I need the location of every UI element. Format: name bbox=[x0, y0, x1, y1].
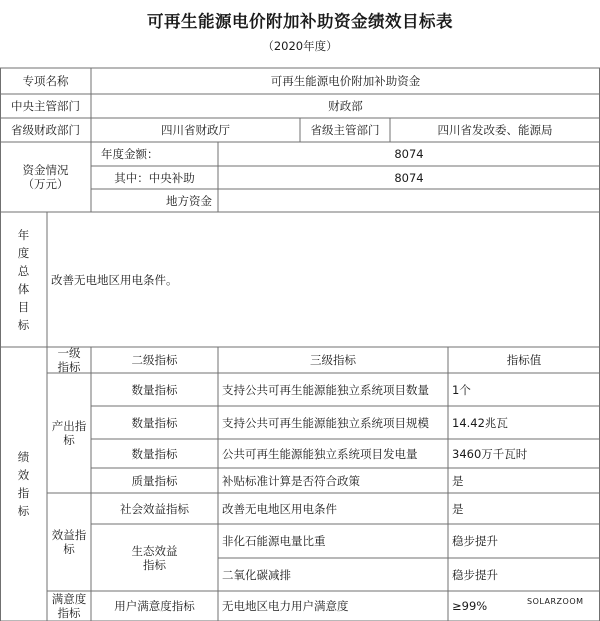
row-value: 14.42兆瓦 bbox=[452, 415, 508, 430]
annual-goal-label-char: 度 bbox=[17, 245, 30, 260]
row-level3: 公共可再生能源能独立系统项目发电量 bbox=[222, 446, 418, 461]
prov-finance-value: 四川省财政厅 bbox=[161, 123, 230, 137]
output-group-line1: 产出指 bbox=[51, 419, 87, 433]
row-value: 1个 bbox=[452, 382, 471, 397]
row-level3: 改善无电地区用电条件 bbox=[222, 501, 337, 516]
annual-goal-label-char: 标 bbox=[17, 317, 30, 332]
central-dept-value: 财政部 bbox=[328, 99, 363, 113]
prov-dept-label: 省级主管部门 bbox=[310, 123, 380, 137]
annual-goal-label bbox=[0, 212, 47, 347]
watermark: SOLARZOOM bbox=[527, 597, 584, 606]
row-level2: 社会效益指标 bbox=[120, 501, 189, 516]
central-dept-label: 中央主管部门 bbox=[11, 99, 80, 113]
annual-goal-label-char: 总 bbox=[17, 263, 30, 278]
row-level3: 支持公共可再生能源能独立系统项目数量 bbox=[222, 382, 429, 397]
annual-goal-label-char: 体 bbox=[17, 281, 30, 296]
value-header: 指标值 bbox=[506, 353, 542, 367]
perf-label-char: 指 bbox=[17, 486, 30, 500]
eco-label-line2: 指标 bbox=[143, 557, 166, 572]
project-name-label: 专项名称 bbox=[22, 74, 69, 88]
level3-header: 三级指标 bbox=[310, 353, 356, 367]
level1-header bbox=[47, 347, 91, 373]
row-level2: 数量指标 bbox=[131, 446, 178, 461]
row-value: 是 bbox=[452, 501, 464, 516]
row-level3: 补贴标准计算是否符合政策 bbox=[222, 473, 360, 488]
satisfaction-group-line1: 满意度 bbox=[51, 592, 87, 606]
perf-label bbox=[0, 347, 47, 621]
year-subtitle: （2020年度） bbox=[262, 39, 338, 53]
eco-label-line1: 生态效益 bbox=[131, 543, 178, 558]
benefit-group-line1: 效益指 bbox=[51, 528, 87, 542]
level1-header-line1: 一级 bbox=[57, 346, 81, 360]
perf-label-char: 效 bbox=[17, 468, 30, 482]
row-value: 是 bbox=[452, 473, 464, 488]
row-value: 3460万千瓦时 bbox=[452, 446, 528, 461]
prov-finance-label: 省级财政部门 bbox=[11, 123, 80, 137]
funds-label bbox=[0, 142, 91, 212]
annual-goal-text: 改善无电地区用电条件。 bbox=[51, 272, 178, 287]
central-subsidy-value: 8074 bbox=[394, 170, 424, 185]
benefit-group-line2: 标 bbox=[63, 542, 75, 556]
local-funds-label: 地方资金 bbox=[166, 193, 212, 208]
annual-amount-value: 8074 bbox=[394, 147, 424, 161]
row-value: 稳步提升 bbox=[452, 534, 498, 548]
row-level3: 支持公共可再生能源能独立系统项目规模 bbox=[222, 415, 429, 430]
central-subsidy-label: 其中：中央补助 bbox=[114, 170, 195, 185]
perf-label-char: 绩 bbox=[17, 450, 30, 464]
row-level3: 二氧化碳减排 bbox=[222, 567, 291, 582]
funds-label-line1: 资金情况 bbox=[22, 163, 69, 177]
output-group-line2: 标 bbox=[63, 433, 75, 447]
row-value: ≥99% bbox=[452, 599, 488, 613]
benefit-indicator-group bbox=[47, 493, 91, 591]
row-level2: 用户满意度指标 bbox=[114, 599, 195, 613]
row-level2: 质量指标 bbox=[131, 473, 178, 488]
eco-benefit-label bbox=[91, 524, 218, 591]
annual-goal-label-char: 目 bbox=[17, 299, 30, 314]
row-level3: 非化石能源电量比重 bbox=[222, 534, 326, 548]
satisfaction-indicator-group bbox=[47, 591, 91, 621]
level2-header: 二级指标 bbox=[131, 353, 178, 367]
project-name-value: 可再生能源电价附加补助资金 bbox=[270, 74, 421, 88]
row-level3: 无电地区电力用户满意度 bbox=[222, 599, 349, 613]
annual-goal-label-char: 年 bbox=[17, 227, 30, 242]
prov-dept-value: 四川省发改委、能源局 bbox=[437, 123, 553, 137]
output-indicator-group bbox=[47, 373, 91, 493]
row-level2: 数量指标 bbox=[131, 415, 178, 430]
row-level2: 数量指标 bbox=[131, 382, 178, 397]
local-funds-value bbox=[218, 189, 600, 212]
perf-label-char: 标 bbox=[17, 504, 30, 518]
funds-label-line2: （万元） bbox=[22, 177, 69, 191]
page-title: 可再生能源电价附加补助资金绩效目标表 bbox=[147, 12, 453, 31]
level1-header-line2: 指标 bbox=[57, 360, 81, 374]
satisfaction-group-line2: 指标 bbox=[57, 606, 81, 620]
row-value: 稳步提升 bbox=[452, 567, 498, 582]
annual-amount-label: 年度金额： bbox=[101, 147, 159, 161]
